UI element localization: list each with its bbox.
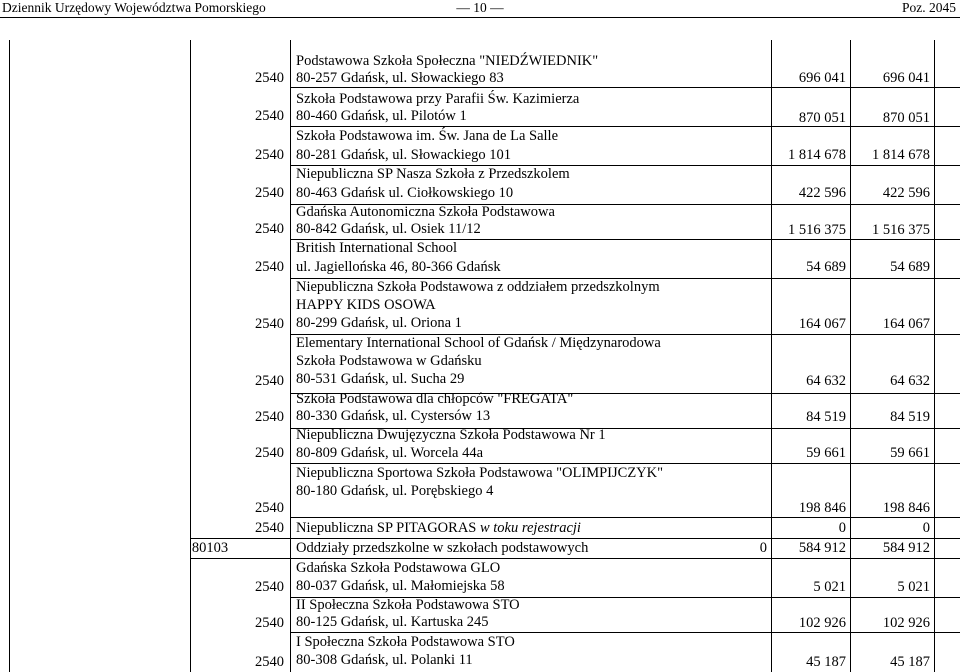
paragraph-code: 2540	[255, 259, 284, 275]
amount-total: 84 519	[890, 409, 930, 425]
school-name: II Społeczna Szkoła Podstawowa STO	[296, 597, 520, 613]
school-address: 80-531 Gdańsk, ul. Sucha 29	[296, 371, 465, 387]
school-name-text: Niepubliczna SP PITAGORAS	[296, 520, 477, 536]
item-position: Poz. 2045	[902, 0, 956, 15]
school-name-continued: Szkoła Podstawowa w Gdańsku	[296, 353, 482, 369]
amount-change: 584 912	[798, 540, 846, 556]
registration-note: w toku rejestracji	[479, 520, 581, 536]
paragraph-code: 2540	[255, 615, 284, 631]
amount-total: 5 021	[897, 579, 930, 595]
school-name: Podstawowa Szkoła Społeczna "NIEDŹWIEDNIK"	[296, 53, 599, 69]
amount-change: 45 187	[806, 654, 846, 670]
amount-change: 102 926	[798, 615, 846, 631]
column-divider	[290, 40, 291, 672]
school-name: I Społeczna Szkoła Podstawowa STO	[296, 634, 515, 650]
amount-change: 5 021	[813, 579, 846, 595]
school-name: Niepubliczna SP Nasza Szkoła z Przedszkolem	[296, 166, 570, 182]
header-rule	[0, 17, 960, 18]
paragraph-code: 2540	[255, 654, 284, 670]
column-divider	[771, 40, 772, 672]
paragraph-code: 2540	[255, 185, 284, 201]
paragraph-code: 2540	[255, 221, 284, 237]
paragraph-code: 2540	[255, 520, 284, 536]
paragraph-code: 2540	[255, 70, 284, 86]
column-divider	[934, 40, 935, 672]
school-name: Szkoła Podstawowa przy Parafii Św. Kazimierza	[296, 91, 580, 107]
paragraph-code: 2540	[255, 373, 284, 389]
column-divider	[190, 40, 191, 672]
paragraph-code: 2540	[255, 409, 284, 425]
amount-change: 696 041	[798, 70, 846, 86]
amount-reduction: 0	[759, 540, 767, 556]
column-divider	[850, 40, 851, 672]
amount-change: 870 051	[798, 110, 846, 126]
amount-change: 164 067	[798, 316, 846, 332]
amount-change: 198 846	[798, 500, 846, 516]
amount-total: 870 051	[882, 110, 930, 126]
page-number: — 10 —	[456, 0, 504, 15]
amount-change: 84 519	[806, 409, 846, 425]
paragraph-code: 2540	[255, 147, 284, 163]
school-name: British International School	[296, 240, 458, 256]
school-address: 80-125 Gdańsk, ul. Kartuska 245	[296, 614, 489, 630]
amount-change: 1 516 375	[788, 222, 846, 238]
amount-change: 64 632	[806, 373, 846, 389]
school-name: Gdańska Autonomiczna Szkoła Podstawowa	[296, 204, 555, 220]
school-address: 80-281 Gdańsk, ul. Słowackiego 101	[296, 147, 512, 163]
amount-total: 696 041	[882, 70, 930, 86]
amount-total: 102 926	[882, 615, 930, 631]
paragraph-code: 2540	[255, 500, 284, 516]
school-name: Gdańska Szkoła Podstawowa GLO	[296, 560, 501, 576]
school-address: 80-299 Gdańsk, ul. Oriona 1	[296, 315, 462, 331]
page-header	[0, 0, 960, 20]
amount-total: 584 912	[882, 540, 930, 556]
amount-change: 422 596	[798, 185, 846, 201]
school-name-continued: HAPPY KIDS OSOWA	[296, 297, 436, 313]
amount-change: 1 814 678	[788, 147, 846, 163]
school-name: Elementary International School of Gdańsk / Międzynarodowa	[296, 335, 661, 351]
column-divider	[9, 40, 10, 672]
school-name: Niepubliczna Szkoła Podstawowa z oddziałem przedszkolnym	[296, 279, 660, 295]
school-address: 80-037 Gdańsk, ul. Małomiejska 58	[296, 578, 505, 594]
school-address: 80-330 Gdańsk, ul. Cystersów 13	[296, 408, 491, 424]
school-address: 80-257 Gdańsk, ul. Słowackiego 83	[296, 70, 504, 86]
school-name: Szkoła Podstawowa im. Św. Jana de La Salle	[296, 128, 559, 144]
school-address: 80-809 Gdańsk, ul. Worcela 44a	[296, 445, 484, 461]
paragraph-code: 2540	[255, 579, 284, 595]
school-address: ul. Jagiellońska 46, 80-366 Gdańsk	[296, 259, 501, 275]
amount-total: 422 596	[882, 185, 930, 201]
school-name	[296, 519, 581, 538]
amount-total: 64 632	[890, 373, 930, 389]
amount-total: 1 516 375	[872, 222, 930, 238]
amount-total: 198 846	[882, 500, 930, 516]
amount-total: 54 689	[890, 259, 930, 275]
school-address: 80-842 Gdańsk, ul. Osiek 11/12	[296, 221, 481, 237]
item-description: Oddziały przedszkolne w szkołach podstawowych	[296, 540, 589, 556]
amount-change: 0	[838, 520, 846, 536]
amount-change: 59 661	[806, 445, 846, 461]
amount-total: 45 187	[890, 654, 930, 670]
paragraph-code: 2540	[255, 316, 284, 332]
school-name: Niepubliczna Sportowa Szkoła Podstawowa "OLIMPIJCZYK"	[296, 465, 664, 481]
school-address: 80-308 Gdańsk, ul. Polanki 11	[296, 652, 473, 668]
school-address: 80-180 Gdańsk, ul. Porębskiego 4	[296, 483, 494, 499]
paragraph-code: 2540	[255, 108, 284, 124]
school-address: 80-463 Gdańsk ul. Ciołkowskiego 10	[296, 185, 514, 201]
school-address: 80-460 Gdańsk, ul. Pilotów 1	[296, 108, 467, 124]
school-name: Szkoła Podstawowa dla chłopców "FREGATA"	[296, 391, 574, 407]
journal-title: Dziennik Urzędowy Województwa Pomorskiego	[2, 0, 266, 15]
amount-total: 1 814 678	[872, 147, 930, 163]
amount-total: 164 067	[882, 316, 930, 332]
row-divider	[290, 517, 960, 518]
paragraph-code: 2540	[255, 445, 284, 461]
school-name: Niepubliczna Dwujęzyczna Szkoła Podstawowa Nr 1	[296, 427, 606, 443]
amount-total: 59 661	[890, 445, 930, 461]
amount-change: 54 689	[806, 259, 846, 275]
amount-total: 0	[922, 520, 930, 536]
chapter-code: 80103	[191, 540, 229, 556]
